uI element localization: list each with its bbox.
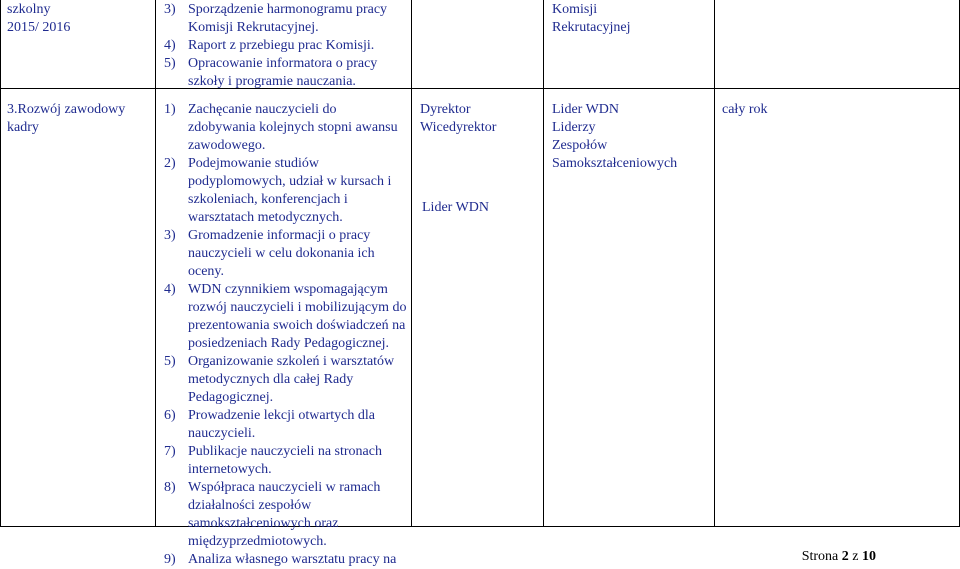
top-row-col4 [552, 1, 712, 37]
task-line: WDN czynnikiem wspomagającym [188, 282, 388, 297]
task-number: 9) [164, 552, 176, 567]
task-number: 2) [164, 156, 176, 171]
task-item [164, 551, 409, 569]
participant-line: Samokształceniowych [552, 156, 678, 171]
task-line: Podejmowanie studiów [188, 156, 320, 171]
top-row-col1 [7, 1, 152, 37]
task-item [164, 479, 409, 551]
border-col2 [411, 0, 412, 527]
main-row-col3 [420, 101, 540, 137]
main-row-col1 [7, 101, 152, 137]
task-item [164, 227, 409, 281]
task-line: szkoleniach, konferencjach i [188, 192, 348, 207]
footer-current-page: 2 [841, 549, 849, 564]
task-item [164, 101, 409, 155]
task-number: 4) [164, 38, 176, 53]
task-number: 1) [164, 102, 176, 117]
task-item [164, 1, 409, 37]
main-row-col4 [552, 101, 712, 173]
border-col1 [155, 0, 156, 527]
task-line: szkoły i programie nauczania. [188, 74, 356, 89]
task-item [164, 407, 409, 443]
task-number: 5) [164, 56, 176, 71]
task-item [164, 353, 409, 407]
task-line: rozwój nauczycieli i mobilizującym do [188, 300, 407, 315]
task-number: 8) [164, 480, 176, 495]
task-line: działalności zespołów [188, 498, 312, 513]
deadline-text: cały rok [722, 102, 768, 117]
task-line: metodycznych dla całej Rady [188, 372, 354, 387]
task-line: Raport z przebiegu prac Komisji. [188, 38, 375, 53]
task-line: Gromadzenie informacji o pracy [188, 228, 371, 243]
main-row-col5 [722, 101, 952, 119]
task-line: Analiza własnego warsztatu pracy na [188, 552, 397, 567]
task-item [164, 155, 409, 227]
task-item [164, 443, 409, 479]
col1-line: kadry [7, 120, 39, 135]
task-line: Prowadzenie lekcji otwartych dla [188, 408, 375, 423]
task-line: posiedzeniach Rady Pedagogicznej. [188, 336, 389, 351]
border-col3 [543, 0, 544, 527]
task-number: 7) [164, 444, 176, 459]
task-item [164, 281, 409, 353]
footer-mid: z [852, 549, 859, 564]
responsible-line: Wicedyrektor [420, 120, 497, 135]
table-bottom [0, 526, 960, 527]
task-line: Sporządzenie harmonogramu pracy [188, 2, 388, 17]
task-number: 3) [164, 2, 176, 17]
responsible-line: Dyrektor [420, 102, 471, 117]
task-line: zawodowego. [188, 138, 266, 153]
top-row-tasks [164, 1, 409, 91]
task-line: internetowych. [188, 462, 272, 477]
task-line: nauczycieli w celu dokonania ich [188, 246, 375, 261]
task-item [164, 55, 409, 91]
task-number: 5) [164, 354, 176, 369]
task-line: podyplomowych, udział w kursach i [188, 174, 392, 189]
task-line: zdobywania kolejnych stopni awansu [188, 120, 398, 135]
participant-line: Zespołów [552, 138, 608, 153]
task-line: Współpraca nauczycieli w ramach [188, 480, 381, 495]
task-line: Opracowanie informatora o pracy [188, 56, 378, 71]
task-number: 3) [164, 228, 176, 243]
task-line: warsztatach metodycznych. [188, 210, 343, 225]
task-line: Komisji Rekrutacyjnej. [188, 20, 319, 35]
col4-line: Rekrutacyjnej [552, 20, 631, 35]
task-line: oceny. [188, 264, 225, 279]
participant-line: Lider WDN [552, 102, 619, 117]
task-line: samokształceniowych oraz [188, 516, 339, 531]
col1-line: 3.Rozwój zawodowy [7, 102, 126, 117]
col1-line: 2015/ 2016 [7, 20, 71, 35]
participant-line: Liderzy [552, 120, 596, 135]
task-line: prezentowania swoich doświadczeń na [188, 318, 406, 333]
col1-line: szkolny [7, 2, 51, 17]
border-left [0, 0, 1, 527]
col4-line: Komisji [552, 2, 598, 17]
main-row-tasks [164, 101, 409, 569]
task-line: Pedagogicznej. [188, 390, 274, 405]
responsible-line: Lider WDN [422, 200, 489, 215]
task-line: Zachęcanie nauczycieli do [188, 102, 337, 117]
footer-prefix: Strona [801, 549, 839, 564]
task-line: międzyprzedmiotowych. [188, 534, 327, 549]
task-line: Publikacje nauczycieli na stronach [188, 444, 382, 459]
task-item [164, 37, 409, 55]
main-row-col3-lider [422, 199, 542, 217]
row-separator [0, 88, 960, 89]
task-number: 4) [164, 282, 176, 297]
task-number: 6) [164, 408, 176, 423]
footer-total-pages: 10 [862, 549, 876, 564]
page-footer [802, 548, 876, 566]
task-line: Organizowanie szkoleń i warsztatów [188, 354, 395, 369]
task-line: nauczycieli. [188, 426, 256, 441]
border-col4 [714, 0, 715, 527]
